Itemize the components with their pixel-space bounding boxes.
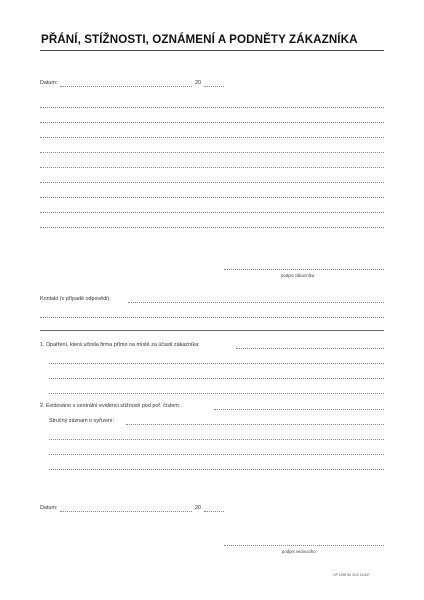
message-line[interactable] [40, 152, 384, 153]
item1-line[interactable] [49, 393, 384, 394]
item2-label: 2. Evidováno v centrální evidenci stížností pod poř. číslem: [40, 403, 181, 409]
summary-line[interactable] [49, 454, 384, 455]
date-label: Datum: [40, 80, 58, 86]
item1-label: 1. Opatření, která učinila firma přímo na místě za účasti zákazníka: [40, 342, 200, 348]
message-line[interactable] [40, 212, 384, 213]
summary-label: Stručný záznam o vyřízení: [49, 418, 115, 424]
message-line[interactable] [40, 182, 384, 183]
contact-line[interactable] [40, 317, 384, 318]
section-divider [40, 330, 384, 331]
message-line[interactable] [40, 167, 384, 168]
manager-signature-field[interactable] [224, 545, 384, 546]
message-line[interactable] [40, 197, 384, 198]
year-field[interactable] [204, 86, 224, 87]
year-prefix-bottom: 20 [195, 505, 201, 511]
summary-line[interactable] [49, 469, 384, 470]
manager-signature-label: podpis vedoucího [282, 549, 316, 554]
customer-signature-label: podpis zákazníka [281, 273, 315, 278]
contact-label: Kontakt (v případě odpovědi): [40, 296, 111, 302]
message-line[interactable] [40, 122, 384, 123]
date-field[interactable] [60, 86, 192, 87]
summary-line[interactable] [49, 439, 384, 440]
year-field-bottom[interactable] [204, 511, 224, 512]
form-title: PŘÁNÍ, STÍŽNOSTI, OZNÁMENÍ A PODNĚTY ZÁKAZNÍKA [41, 33, 358, 46]
item1-field[interactable] [236, 348, 384, 349]
message-line[interactable] [40, 107, 384, 108]
date-label-bottom: Datum: [40, 505, 58, 511]
item1-line[interactable] [49, 363, 384, 364]
summary-field[interactable] [126, 424, 384, 425]
title-underline [40, 50, 384, 51]
item1-line[interactable] [49, 378, 384, 379]
message-line[interactable] [40, 227, 384, 228]
date-field-bottom[interactable] [60, 511, 192, 512]
year-prefix: 20 [195, 80, 201, 86]
form-code: OP 1258 Bc 3/10 11/447 [333, 573, 370, 577]
message-line[interactable] [40, 137, 384, 138]
customer-signature-field[interactable] [224, 269, 384, 270]
contact-field[interactable] [128, 302, 384, 303]
item2-number-field[interactable] [214, 409, 384, 410]
